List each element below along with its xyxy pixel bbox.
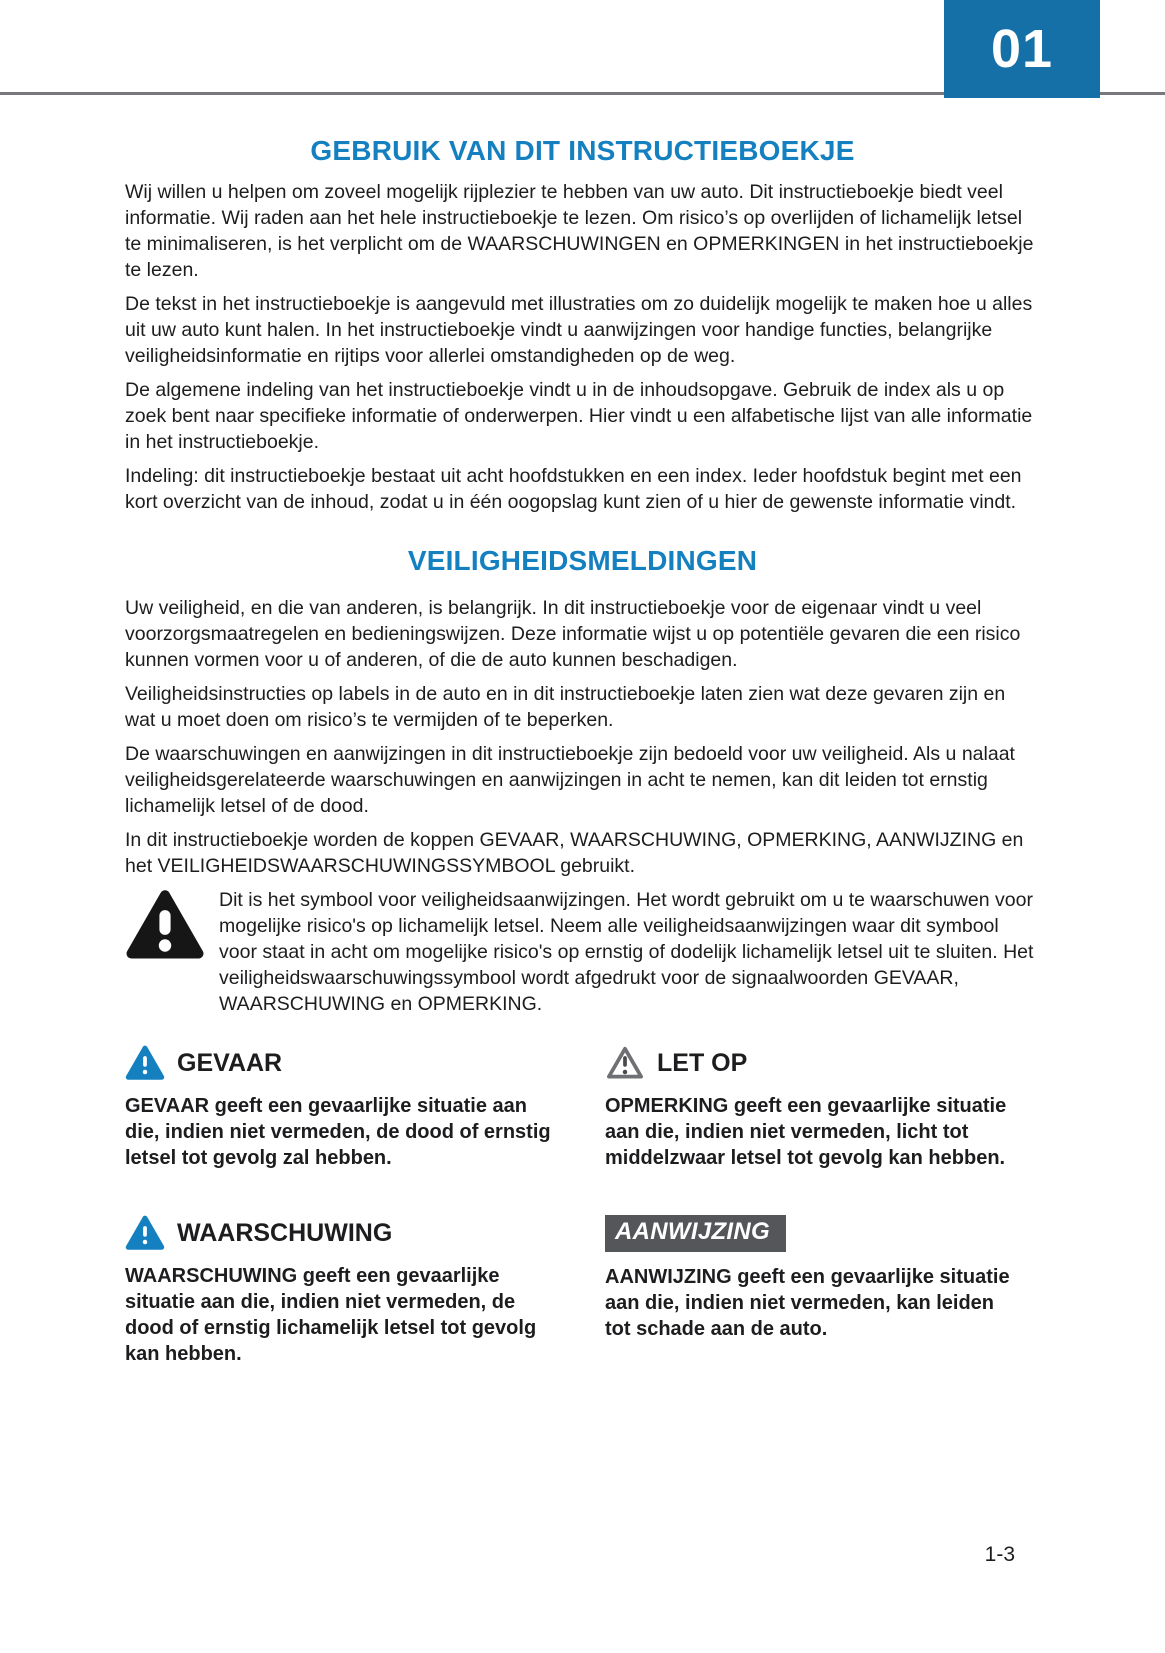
callout-body: AANWIJZING geeft een gevaarlijke situatie aan die, indien niet vermeden, kan leiden tot schade aan de auto. <box>605 1266 1010 1340</box>
callout-gevaar <box>125 1045 560 1171</box>
callouts-left-column <box>125 1045 605 1367</box>
callout-body: GEVAAR geeft een gevaarlijke situatie aan die, indien niet vermeden, de dood of ernstig letsel tot gevolg zal hebben. <box>125 1095 551 1169</box>
paragraph: De algemene indeling van het instructieboekje vindt u in de inhoudsopgave. Gebruik de index als u op zoek bent naar specifieke informatie of onderwerpen. Hier vindt u een alfabetische lijst van alle informatie in het instructieboekje. <box>125 379 1033 453</box>
page-header <box>0 0 1165 95</box>
symbol-note-text: Dit is het symbool voor veiligheidsaanwijzingen. Het wordt gebruikt om u te waarschuwen voor mogelijke risico's op lichamelijk letsel. Neem alle veiligheidsaanwijzingen waar dit symbool voor staat in acht om mogelijke risico's op ernstig of dodelijk lichamelijk letsel uit te sluiten. Het veiligheidswaarschuwingssymbool wordt afgedrukt voor de signaalwoorden GEVAAR, WAARSCHUWING en OPMERKING. <box>219 889 1034 1015</box>
callout-title: GEVAAR <box>177 1048 283 1077</box>
signal-word-callouts <box>125 1045 1040 1367</box>
callout-title: LET OP <box>657 1048 748 1077</box>
paragraph: De tekst in het instructieboekje is aangevuld met illustraties om zo duidelijk mogelijk te maken hoe u alles uit uw auto kunt halen. In het instructieboekje vindt u aanwijzingen voor handige functies, belangrijke veiligheidsinformatie en rijtips voor allerlei omstandigheden op de weg. <box>125 293 1033 367</box>
callout-title: WAARSCHUWING <box>177 1218 393 1247</box>
callout-body: OPMERKING geeft een gevaarlijke situatie aan die, indien niet vermeden, licht tot middelzwaar letsel tot gevolg kan hebben. <box>605 1095 1007 1169</box>
callout-aanwijzing <box>605 1215 1040 1342</box>
callout-waarschuwing <box>125 1215 560 1367</box>
caution-triangle-icon <box>605 1045 645 1081</box>
paragraph: De waarschuwingen en aanwijzingen in dit instructieboekje zijn bedoeld voor uw veiligheid. Als u nalaat veiligheidsgerelateerde waarschuwingen en aanwijzingen in acht te nemen, kan dit leiden tot ernstig lichamelijk letsel of de dood. <box>125 743 1015 817</box>
page-content <box>0 135 1165 1367</box>
callout-let-op-header <box>605 1045 1040 1081</box>
aanwijzing-label <box>605 1215 786 1252</box>
callout-title: AANWIJZING <box>615 1218 770 1245</box>
section-title-safety: VEILIGHEIDSMELDINGEN <box>407 545 758 576</box>
paragraph: Wij willen u helpen om zoveel mogelijk rijplezier te hebben van uw auto. Dit instructieboekje biedt veel informatie. Wij raden aan het hele instructieboekje te lezen. Om risico’s op overlijden of lichamelijk letsel te minimaliseren, is het verplicht om de WAARSCHUWINGEN en OPMERKINGEN in het instructieboekje te lezen. <box>125 181 1034 281</box>
paragraph: Uw veiligheid, en die van anderen, is belangrijk. In dit instructieboekje voor de eigenaar vindt u veel voorzorgsmaatregelen en bedieningswijzen. Deze informatie wijst u op potentiële gevaren die een risico kunnen vormen voor u of anderen, of die de auto kunnen beschadigen. <box>125 597 1021 671</box>
paragraph: Indeling: dit instructieboekje bestaat uit acht hoofdstukken en een index. Ieder hoofdstuk begint met een kort overzicht van de inhoud, zodat u in één oogopslag kunt zien of u hier de gewenste informatie vindt. <box>125 465 1022 513</box>
paragraph: Veiligheidsinstructies op labels in de auto en in dit instructieboekje laten zien wat deze gevaren zijn en wat u moet doen om risico’s te vermijden of te beperken. <box>125 683 1006 731</box>
callout-let-op <box>605 1045 1040 1171</box>
page-number: 1-3 <box>984 1543 1015 1566</box>
callout-gevaar-header <box>125 1045 560 1081</box>
callout-body: WAARSCHUWING geeft een gevaarlijke situatie aan die, indien niet vermeden, de dood of ernstig lichamelijk letsel tot gevolg kan hebben. <box>125 1265 537 1365</box>
section-title-usage: GEBRUIK VAN DIT INSTRUCTIEBOEKJE <box>310 135 855 166</box>
chapter-badge <box>944 0 1100 98</box>
chapter-number: 01 <box>990 19 1054 79</box>
safety-alert-icon <box>125 887 219 961</box>
danger-triangle-icon <box>125 1045 165 1081</box>
callouts-right-column <box>605 1045 1040 1367</box>
callout-waarschuwing-header <box>125 1215 560 1251</box>
warning-triangle-icon <box>125 1215 165 1251</box>
paragraph: In dit instructieboekje worden de koppen GEVAAR, WAARSCHUWING, OPMERKING, AANWIJZING en het VEILIGHEIDSWAARSCHUWINGSSYMBOOL gebruikt. <box>125 829 1024 877</box>
safety-symbol-note <box>125 887 1040 1017</box>
